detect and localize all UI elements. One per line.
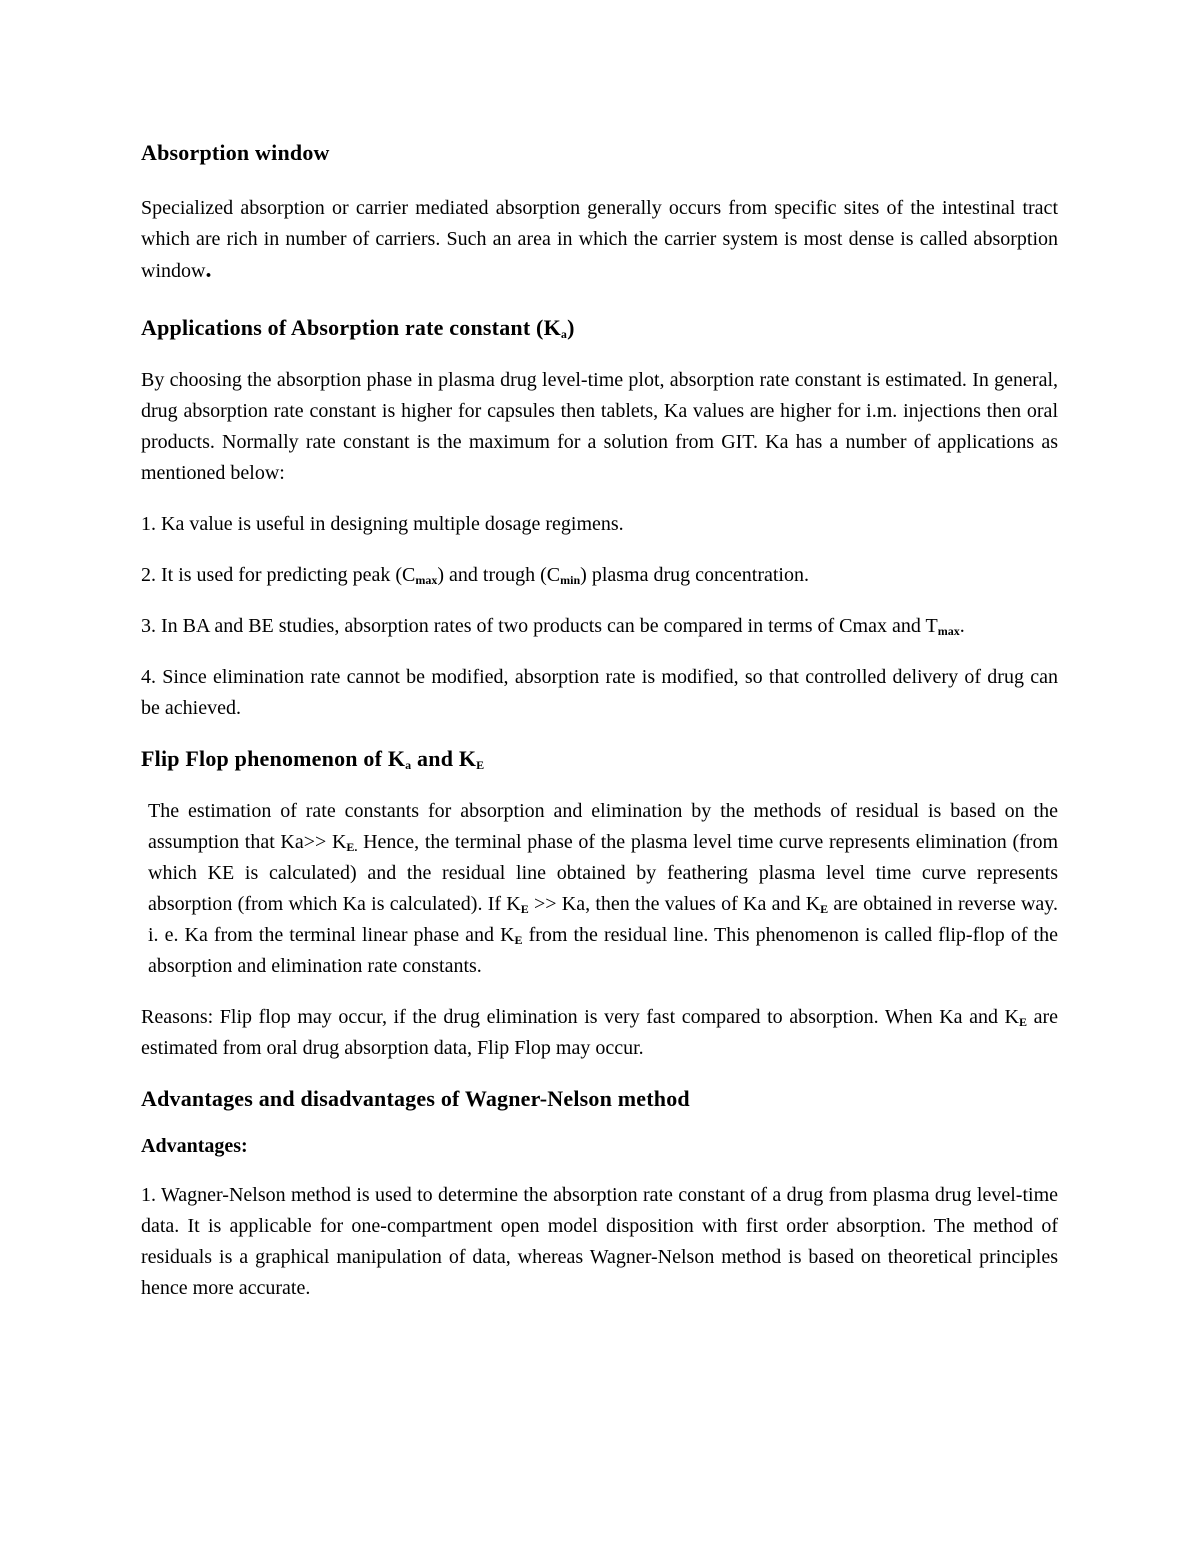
applications-item-3: 3. In BA and BE studies, absorption rates of two products can be compared in terms of Cmax and Tmax. xyxy=(141,615,965,638)
applications-item-2: 2. It is used for predicting peak (Cmax) and trough (Cmin) plasma drug concentration. xyxy=(141,564,809,587)
document-page xyxy=(141,138,1058,1324)
flip-flop-reasons-paragraph: Reasons: Flip flop may occur, if the drug elimination is very fast compared to absorption. When Ka and KE are estimated from oral drug absorption data, Flip Flop may occur. xyxy=(141,1006,1058,1059)
applications-item-4: 4. Since elimination rate cannot be modified, absorption rate is modified, so that controlled delivery of drug can be achieved. xyxy=(141,666,1058,719)
heading-flip-flop: Flip Flop phenomenon of $K_a$ and $K_E$ xyxy=(141,746,485,772)
absorption-window-paragraph: Specialized absorption or carrier mediated absorption generally occurs from specific sites of the intestinal tract which are rich in number of carriers. Such an area in which the carrier system is most dense is called absorption window. xyxy=(141,197,1058,283)
heading-absorption-window: Absorption window xyxy=(141,140,330,165)
subheading-advantages: Advantages: xyxy=(141,1135,248,1157)
applications-intro-paragraph: By choosing the absorption phase in plasma drug level-time plot, absorption rate constant is estimated. In general, drug absorption rate constant is higher for capsules then tablets, Ka values are higher for i.m. injections then oral products. Normally rate constant is the maximum for a solution from GIT. Ka has a number of applications as mentioned below: xyxy=(141,369,1058,484)
wagner-nelson-item-1: 1. Wagner-Nelson method is used to determine the absorption rate constant of a drug from plasma drug level-time data. It is applicable for one-compartment open model disposition with first order absorption. The method of residuals is a graphical manipulation of data, whereas Wagner-Nelson method is based on theoretical principles hence more accurate. xyxy=(141,1184,1058,1299)
heading-applications-ka: Applications of Absorption rate constant $(K_a)$ xyxy=(141,315,575,341)
applications-item-1: 1. Ka value is useful in designing multiple dosage regimens. xyxy=(141,513,624,535)
flip-flop-paragraph: The estimation of rate constants for absorption and elimination by the methods of residual is based on the assumption that Ka>> KE. Hence, the terminal phase of the plasma level time curve represents elimination (from which KE is calculated) and the residual line obtained by feathering plasma level time curve represents absorption (from which Ka is calculated). If KE >> Ka, then the values of Ka and KE are obtained in reverse way. i. e. Ka from the terminal linear phase and KE from the residual line. This phenomenon is called flip-flop of the absorption and elimination rate constants. xyxy=(148,800,1058,977)
heading-wagner-nelson: Advantages and disadvantages of Wagner-Nelson method xyxy=(141,1086,690,1111)
period: . xyxy=(205,257,212,283)
